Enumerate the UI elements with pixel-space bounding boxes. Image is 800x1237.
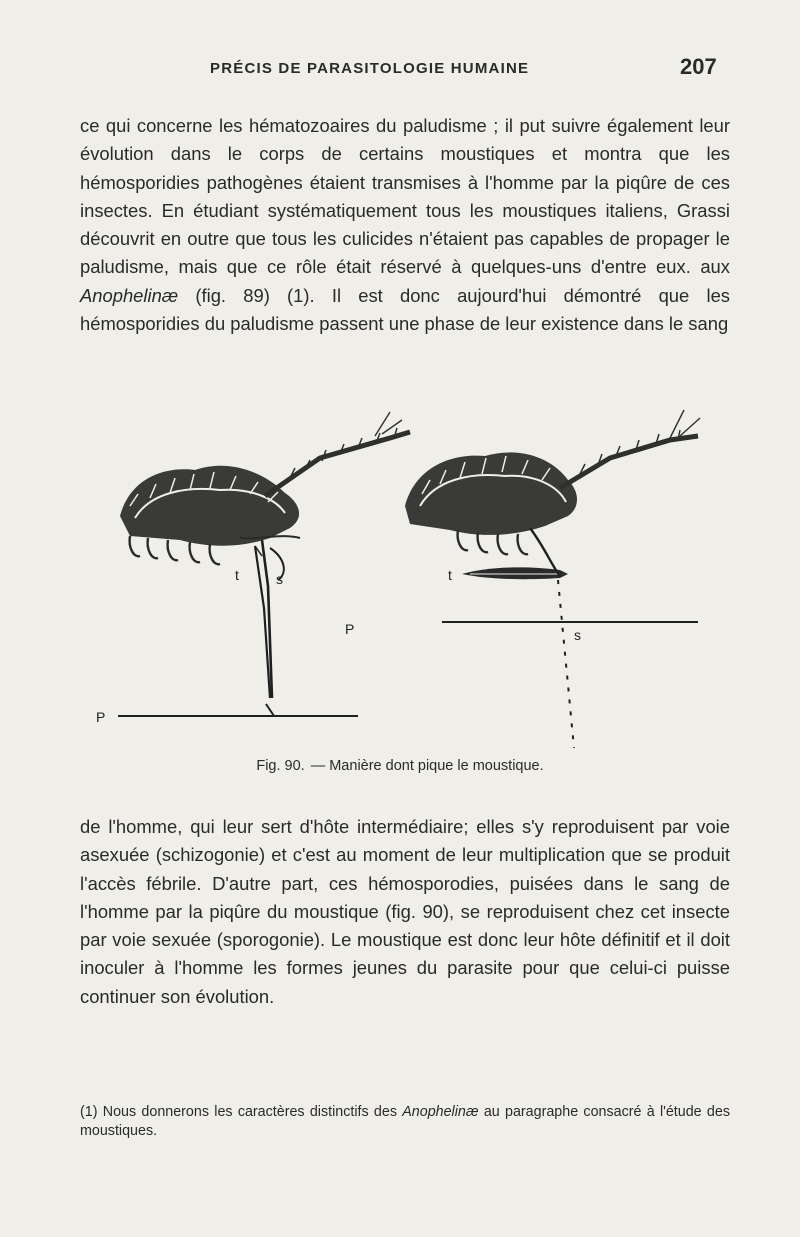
footnote-text-a: Nous donnerons les caractères distinctifs des [102,1104,403,1120]
figure-caption-label: Fig. 90. [256,758,305,774]
right-label-s: s [574,627,581,643]
paragraph-1-text-a: ce qui concerne les hématozoaires du paludisme ; il put suivre également leur évolution dans le corps de certains moustiques et montra que les hémosporidies pathogènes étaient transmises à l'homme par la piqûre de ces insectes. En étudiant systématiquement tous les moustiques italiens, Grassi découvrit en outre que tous les culicides n'étaient pas capables de propager le paludisme, mais que ce rôle était réservé à quelques-uns d'entre eux. aux [80,115,730,278]
running-head: PRÉCIS DE PARASITOLOGIE HUMAINE [210,60,530,77]
footnote-marker: (1) [80,1104,98,1120]
paragraph-1 [80,112,730,338]
page-header [0,52,800,86]
figure-caption [0,758,800,774]
left-label-p-lower: P [96,709,106,725]
right-label-t: t [448,567,452,583]
page-number: 207 [680,54,717,79]
left-label-s: s [276,571,283,587]
mosquito-bite-illustration [90,398,730,753]
left-label-p-upper: P [345,621,355,637]
footnote-italic-term: Anophelinæ [402,1104,479,1120]
paragraph-1-italic-term: Anophelinæ [80,284,179,306]
footnote-text-b: au paragraphe consacré à l'étude des moustiques. [80,1104,730,1139]
paragraph-1-text-b: (fig. 89) (1). Il est donc aujourd'hui démontré que les hémosporidies du paludisme passent une phase de leur existence dans le sang [80,284,730,335]
footnote [80,1103,730,1141]
left-label-t: t [235,567,239,583]
figure-caption-text: — Manière dont pique le moustique. [310,758,544,774]
left-panel-drawing [118,412,410,716]
paragraph-2: de l'homme, qui leur sert d'hôte intermédiaire; elles s'y reproduisent par voie asexuée (schizogonie) et c'est au moment de leur multiplication que se produit l'accès fébrile. D'autre part, ces hémosporodies, puisées dans le sang de l'homme par la piqûre du moustique (fig. 90), se reproduisent chez cet insecte par voie sexuée (sporogonie). Le moustique est donc leur hôte définitif et il doit inoculer à l'homme les formes jeunes du parasite pour que celui-ci puisse continuer son évolution. [80,816,730,1007]
